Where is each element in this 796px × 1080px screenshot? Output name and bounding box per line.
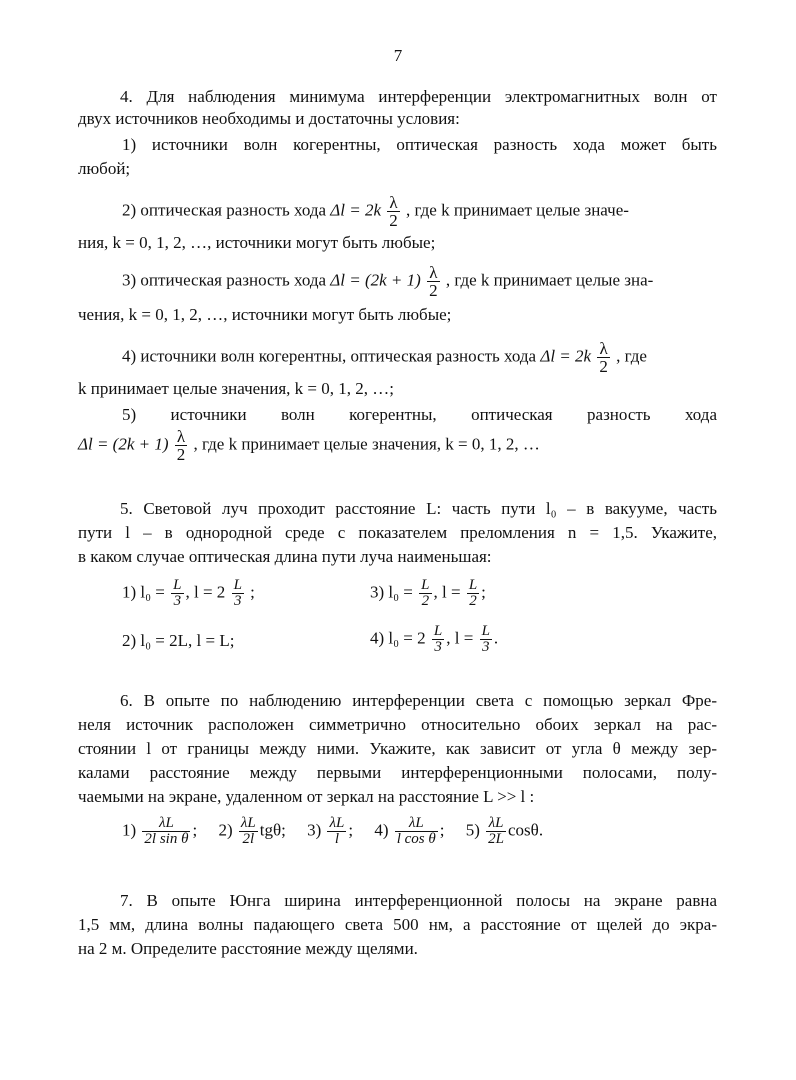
q4-option-3-fraction (427, 264, 440, 299)
q4-option-2-fraction (387, 194, 400, 229)
fraction-numerator: λL (486, 816, 506, 832)
answer-text: ; (481, 582, 486, 602)
q5-answer-3 (370, 578, 486, 609)
q4-option-3-tail: , где k принимает целые зна- (445, 270, 654, 290)
answer-fraction (432, 624, 444, 655)
fraction-denominator: 2L (488, 831, 505, 847)
q7-line-2: 1,5 мм, длина волны падающего света 500 нм, а расстояние от щелей до экра- (78, 915, 717, 934)
q4-option-5-line-2 (78, 428, 540, 463)
answer-text: cosθ. (508, 820, 544, 840)
answer-text: , l = (433, 582, 461, 602)
q7-line-3: на 2 м. Определите расстояние между щелями. (78, 939, 418, 958)
answer-label: 1) l₀ = (122, 582, 165, 602)
fraction-denominator: l cos θ (396, 831, 436, 847)
fraction-numerator: λ (387, 194, 400, 212)
answer-fraction (480, 624, 492, 655)
q5-answer-4 (370, 624, 498, 655)
q4-option-2-formula: Δl = 2k (330, 200, 382, 220)
q4-option-2-line-2: ния, k = 0, 1, 2, …, источники могут быть любые; (78, 233, 436, 252)
fraction-denominator: 2 (429, 281, 438, 300)
answer-fraction (239, 816, 258, 847)
q4-option-5-formula: Δl = (2k + 1) (78, 434, 169, 454)
q4-option-3-formula: Δl = (2k + 1) (330, 270, 421, 290)
answer-text: ; (245, 582, 255, 602)
q6-line-2: неля источник расположен симметрично относительно обоих зеркал на рас- (78, 715, 717, 734)
answer-fraction (467, 578, 479, 609)
q4-option-2-tail: , где k принимает целые значе- (406, 200, 629, 220)
fraction-numerator: L (433, 623, 443, 639)
q4-option-3-line-1 (122, 264, 653, 299)
q6-line-1: 6. В опыте по наблюдению интерференции света с помощью зеркал Фре- (120, 691, 717, 710)
answer-label: 5) (465, 820, 480, 840)
fraction-numerator: λ (427, 264, 440, 282)
fraction-denominator: 3 (481, 639, 490, 655)
q7-line-1: 7. В опыте Юнга ширина интерференционной полосы на экране равна (120, 891, 717, 910)
answer-text: , l = 2 (185, 582, 226, 602)
answer-label: 2) (218, 820, 233, 840)
q4-option-4-line-2: k принимает целые значения, k = 0, 1, 2, …; (78, 379, 394, 398)
fraction-numerator: L (173, 577, 182, 593)
answer-fraction (171, 578, 183, 609)
q4-option-4-text: 4) источники волн когерентны, оптическая разность хода (122, 346, 537, 366)
answer-label: 3) l₀ = (370, 582, 413, 602)
fraction-numerator: L (468, 577, 478, 593)
answer-fraction (419, 578, 431, 609)
q6-line-5: чаемыми на экране, удаленном от зеркал на расстояние L >> l : (78, 787, 535, 806)
q4-option-4-formula: Δl = 2k (540, 346, 592, 366)
answer-text: , l = (446, 628, 474, 648)
fraction-numerator: λL (395, 816, 438, 832)
fraction-denominator: 2 (599, 357, 608, 376)
fraction-numerator: λL (240, 815, 256, 831)
answer-label: 1) (122, 820, 137, 840)
q6-answers (122, 816, 543, 847)
answer-fraction (142, 816, 190, 847)
fraction-denominator: 2l sin θ (144, 831, 189, 847)
fraction-denominator: l (334, 831, 339, 847)
answer-text: ; (348, 820, 354, 840)
answer-text: . (493, 628, 499, 648)
q4-option-2-line-1 (122, 194, 629, 229)
fraction-denominator: 2 (469, 593, 477, 609)
q4-line-1: 4. Для наблюдения минимума интерференции электромагнитных волн от (120, 87, 717, 106)
answer-label: 3) (307, 820, 322, 840)
fraction-denominator: 3 (434, 639, 442, 655)
q4-option-2-text: 2) оптическая разность хода (122, 200, 327, 220)
q4-option-4-tail: , где (616, 346, 647, 366)
fraction-denominator: 2 (421, 593, 430, 609)
q5-answer-2: 2) l₀ = 2L, l = L; (122, 631, 235, 650)
answer-text: ; (192, 820, 198, 840)
answer-fraction (486, 816, 506, 847)
fraction-denominator: 2l (242, 831, 255, 847)
q4-option-4-line-1 (122, 340, 647, 375)
answer-text: ; (439, 820, 445, 840)
q5-line-3: в каком случае оптическая длина пути луча наименьшая: (78, 547, 492, 566)
fraction-numerator: λL (329, 815, 345, 831)
q4-option-3-line-2: чения, k = 0, 1, 2, …, источники могут быть любые; (78, 305, 452, 324)
fraction-denominator: 2 (176, 445, 186, 464)
q4-option-3-text: 3) оптическая разность хода (122, 270, 327, 290)
answer-label: 4) (374, 820, 389, 840)
answer-label: 4) l₀ = 2 (370, 628, 426, 648)
q4-option-4-fraction (597, 340, 610, 375)
answer-fraction (395, 816, 438, 847)
fraction-numerator: λ (597, 340, 610, 358)
fraction-denominator: 3 (233, 593, 242, 609)
fraction-numerator: L (233, 577, 242, 593)
q6-line-3: стоянии l от границы между ними. Укажите, как зависит от угла θ между зер- (78, 739, 717, 758)
fraction-numerator: L (421, 577, 430, 593)
q5-line-1: 5. Световой луч проходит расстояние L: часть пути l₀ – в вакууме, часть (120, 499, 717, 518)
answer-text: tgθ; (259, 820, 286, 840)
fraction-denominator: 3 (173, 593, 182, 609)
q4-option-1-line-2: любой; (78, 159, 131, 178)
answer-fraction (232, 578, 244, 609)
q5-line-2: пути l – в однородной среде с показателем преломления n = 1,5. Укажите, (78, 523, 717, 542)
q4-option-5-fraction (175, 428, 188, 463)
q4-line-2: двух источников необходимы и достаточны условия: (78, 109, 460, 128)
fraction-numerator: λ (175, 428, 188, 446)
fraction-denominator: 2 (389, 211, 398, 230)
answer-fraction (327, 816, 346, 847)
q5-answer-1 (122, 578, 255, 609)
fraction-numerator: L (481, 623, 490, 639)
fraction-numerator: λL (142, 816, 190, 832)
q6-line-4: калами расстояние между первыми интерференционными полосами, полу- (78, 763, 717, 782)
q4-option-5-line-1: 5) источники волн когерентны, оптическая разность хода (122, 405, 717, 424)
page-number: 7 (393, 46, 403, 65)
q4-option-5-tail: , где k принимает целые значения, k = 0, 1, 2, … (193, 434, 540, 454)
q4-option-1-line-1: 1) источники волн когерентны, оптическая разность хода может быть (122, 135, 717, 154)
